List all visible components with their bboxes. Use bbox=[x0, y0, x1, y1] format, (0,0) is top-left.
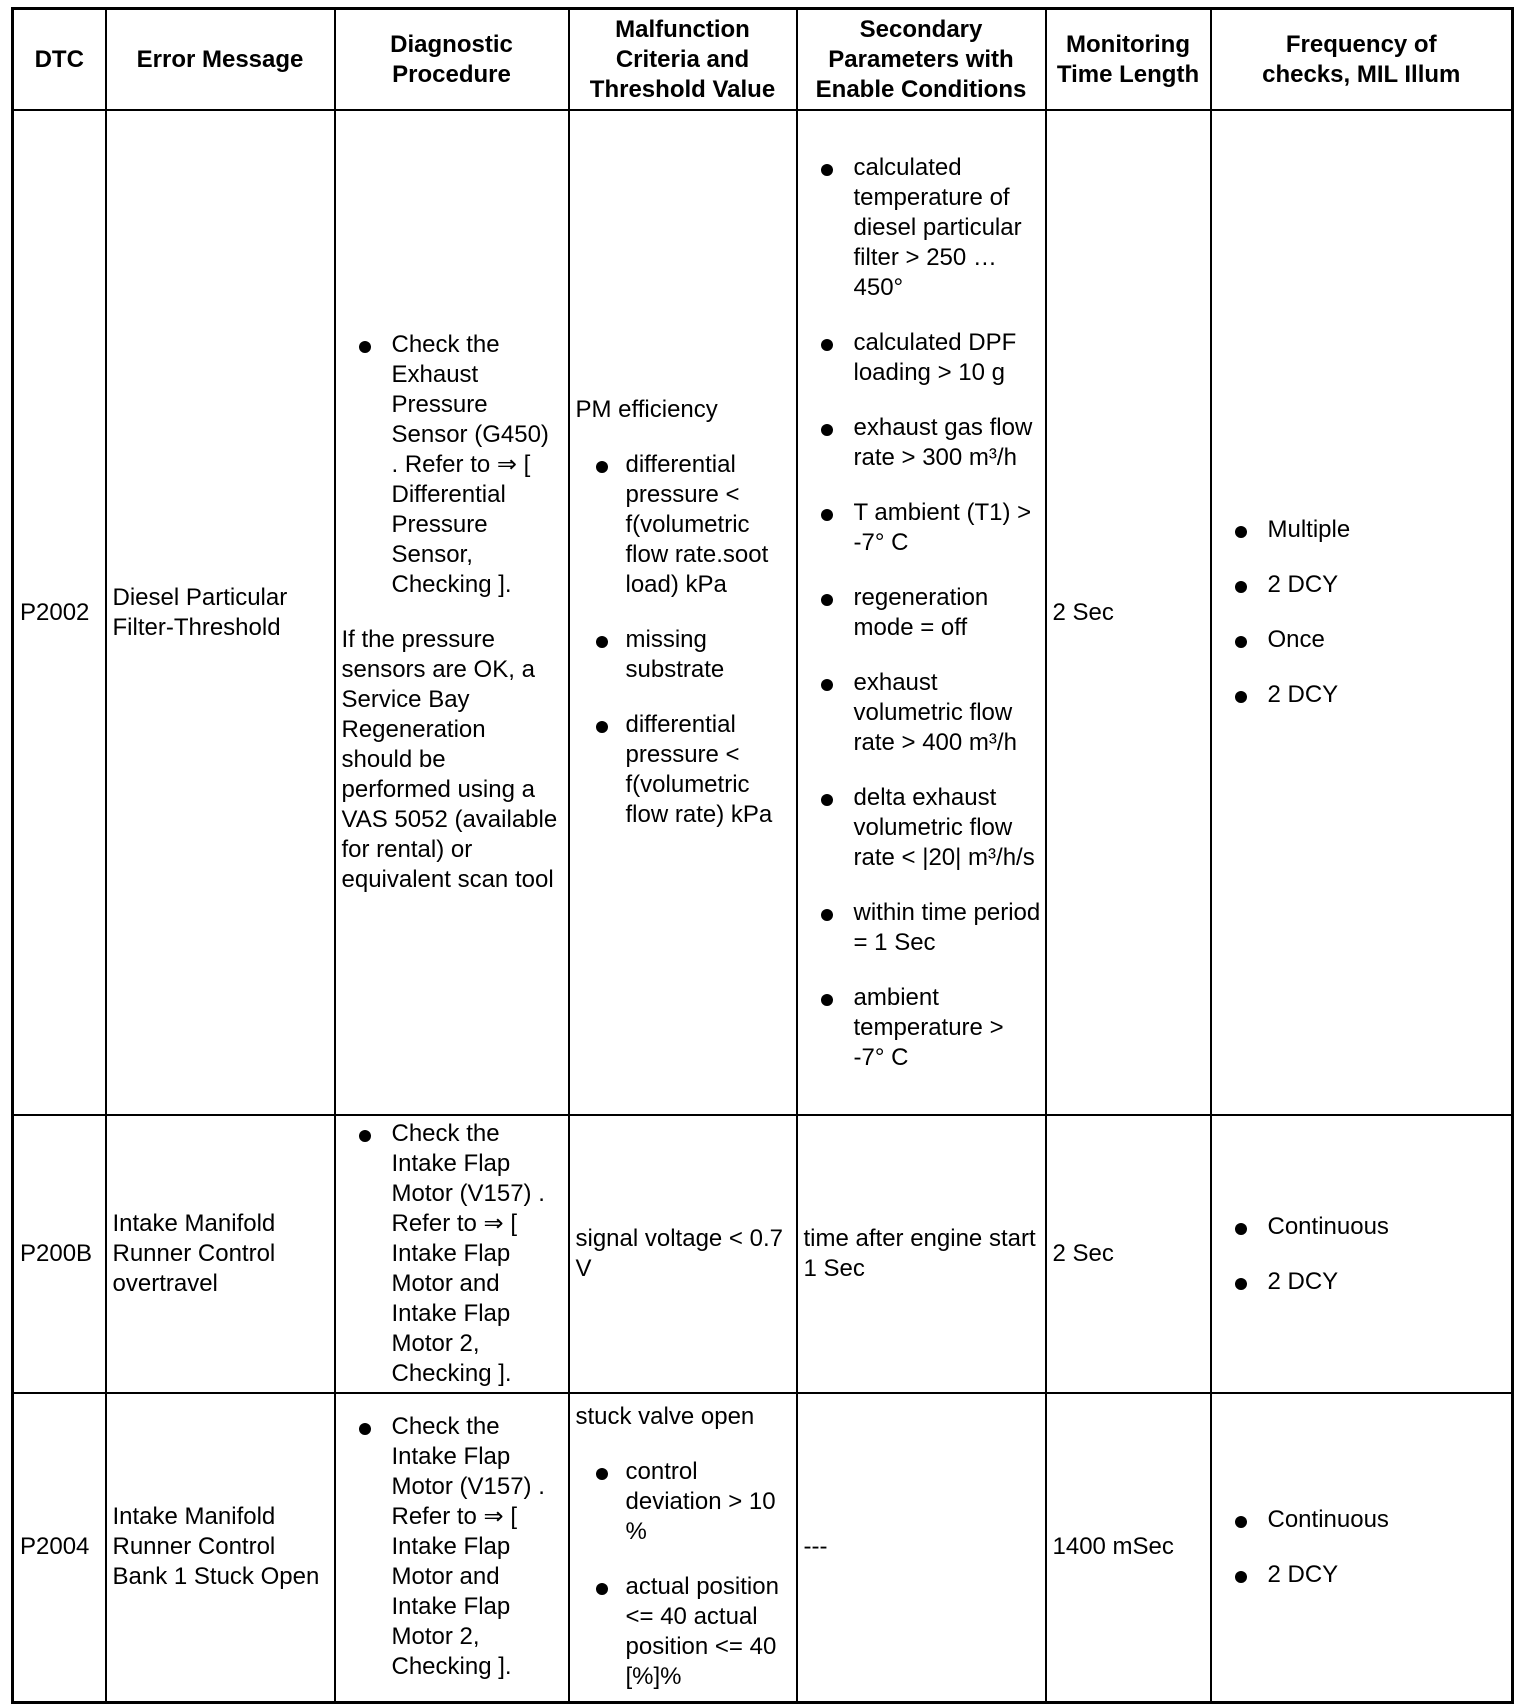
criteria-lead: stuck valve open bbox=[575, 1403, 755, 1431]
list-item: Continuous bbox=[1218, 1212, 1506, 1242]
list-item: within time period = 1 Sec bbox=[804, 898, 1041, 958]
frequency-list bbox=[1218, 515, 1506, 710]
list-item: T ambient (T1) > -7° C bbox=[804, 498, 1041, 558]
dtc-code: P200B bbox=[13, 1115, 106, 1393]
list-item: actual position <= 40 actual position <= 40 [%]% bbox=[576, 1572, 790, 1692]
header-row bbox=[13, 9, 1513, 111]
header-diagnostic-procedure: Diagnostic Procedure bbox=[335, 9, 569, 111]
header-frequency: Frequency of checks, MIL Illum bbox=[1211, 9, 1513, 111]
error-message: Intake Manifold Runner Control overtravel bbox=[106, 1115, 335, 1393]
criteria-list bbox=[576, 1457, 790, 1692]
procedure-list bbox=[342, 1412, 562, 1682]
diagnostic-procedure bbox=[335, 1393, 569, 1702]
procedure-list bbox=[342, 330, 562, 600]
frequency bbox=[1211, 1115, 1513, 1393]
list-item: delta exhaust volumetric flow rate < |20| m³/h/s bbox=[804, 783, 1041, 873]
list-item: Check the Intake Flap Motor (V157) . Refer to ⇒ [ Intake Flap Motor and Intake Flap Motor 2, Checking ]. bbox=[342, 1119, 562, 1389]
list-item: Once bbox=[1218, 625, 1506, 655]
table-row bbox=[13, 1115, 1513, 1393]
secondary-list bbox=[804, 153, 1041, 1073]
list-item: 2 DCY bbox=[1218, 570, 1506, 600]
secondary-parameters: --- bbox=[797, 1393, 1046, 1702]
monitoring-time: 2 Sec bbox=[1046, 110, 1211, 1115]
secondary-parameters bbox=[797, 110, 1046, 1115]
list-item: 2 DCY bbox=[1218, 1560, 1506, 1590]
malfunction-criteria bbox=[569, 110, 797, 1115]
list-item: Multiple bbox=[1218, 515, 1506, 545]
monitoring-time: 1400 mSec bbox=[1046, 1393, 1211, 1702]
list-item: missing substrate bbox=[576, 625, 790, 685]
dtc-code: P2004 bbox=[13, 1393, 106, 1702]
list-item: Check the Exhaust Pressure Sensor (G450) . Refer to ⇒ [ Differential Pressure Sensor, Checking ]. bbox=[342, 330, 562, 600]
diagnostic-procedure bbox=[335, 110, 569, 1115]
table-row bbox=[13, 110, 1513, 1115]
header-dtc: DTC bbox=[13, 9, 106, 111]
error-message: Intake Manifold Runner Control Bank 1 Stuck Open bbox=[106, 1393, 335, 1702]
diagnostic-procedure bbox=[335, 1115, 569, 1393]
list-item: exhaust volumetric flow rate > 400 m³/h bbox=[804, 668, 1041, 758]
list-item: ambient temperature > -7° C bbox=[804, 983, 1041, 1073]
list-item: calculated temperature of diesel particular filter > 250 … 450° bbox=[804, 153, 1041, 303]
list-item: exhaust gas flow rate > 300 m³/h bbox=[804, 413, 1041, 473]
frequency bbox=[1211, 1393, 1513, 1702]
header-secondary-parameters: Secondary Parameters with Enable Conditions bbox=[797, 9, 1046, 111]
list-item: 2 DCY bbox=[1218, 1267, 1506, 1297]
frequency-list bbox=[1218, 1212, 1506, 1297]
frequency-list bbox=[1218, 1505, 1506, 1590]
dtc-code: P2002 bbox=[13, 110, 106, 1115]
dtc-table bbox=[11, 7, 1514, 1704]
procedure-note: If the pressure sensors are OK, a Service Bay Regeneration should be performed using a VAS 5052 (available for rental) or equivalent scan tool bbox=[341, 626, 558, 893]
header-error-message: Error Message bbox=[106, 9, 335, 111]
table-row bbox=[13, 1393, 1513, 1702]
list-item: calculated DPF loading > 10 g bbox=[804, 328, 1041, 388]
criteria-list bbox=[576, 450, 790, 830]
monitoring-time: 2 Sec bbox=[1046, 1115, 1211, 1393]
header-monitoring-time: Monitoring Time Length bbox=[1046, 9, 1211, 111]
procedure-list bbox=[342, 1119, 562, 1389]
list-item: Check the Intake Flap Motor (V157) . Refer to ⇒ [ Intake Flap Motor and Intake Flap Motor 2, Checking ]. bbox=[342, 1412, 562, 1682]
list-item: Continuous bbox=[1218, 1505, 1506, 1535]
list-item: differential pressure < f(volumetric flow rate.soot load) kPa bbox=[576, 450, 790, 600]
malfunction-criteria: signal voltage < 0.7 V bbox=[569, 1115, 797, 1393]
frequency bbox=[1211, 110, 1513, 1115]
criteria-lead: PM efficiency bbox=[575, 396, 718, 423]
malfunction-criteria bbox=[569, 1393, 797, 1702]
header-malfunction-criteria: Malfunction Criteria and Threshold Value bbox=[569, 9, 797, 111]
list-item: differential pressure < f(volumetric flow rate) kPa bbox=[576, 710, 790, 830]
list-item: regeneration mode = off bbox=[804, 583, 1041, 643]
list-item: 2 DCY bbox=[1218, 680, 1506, 710]
secondary-parameters: time after engine start 1 Sec bbox=[797, 1115, 1046, 1393]
list-item: control deviation > 10 % bbox=[576, 1457, 790, 1547]
error-message: Diesel Particular Filter-Threshold bbox=[106, 110, 335, 1115]
